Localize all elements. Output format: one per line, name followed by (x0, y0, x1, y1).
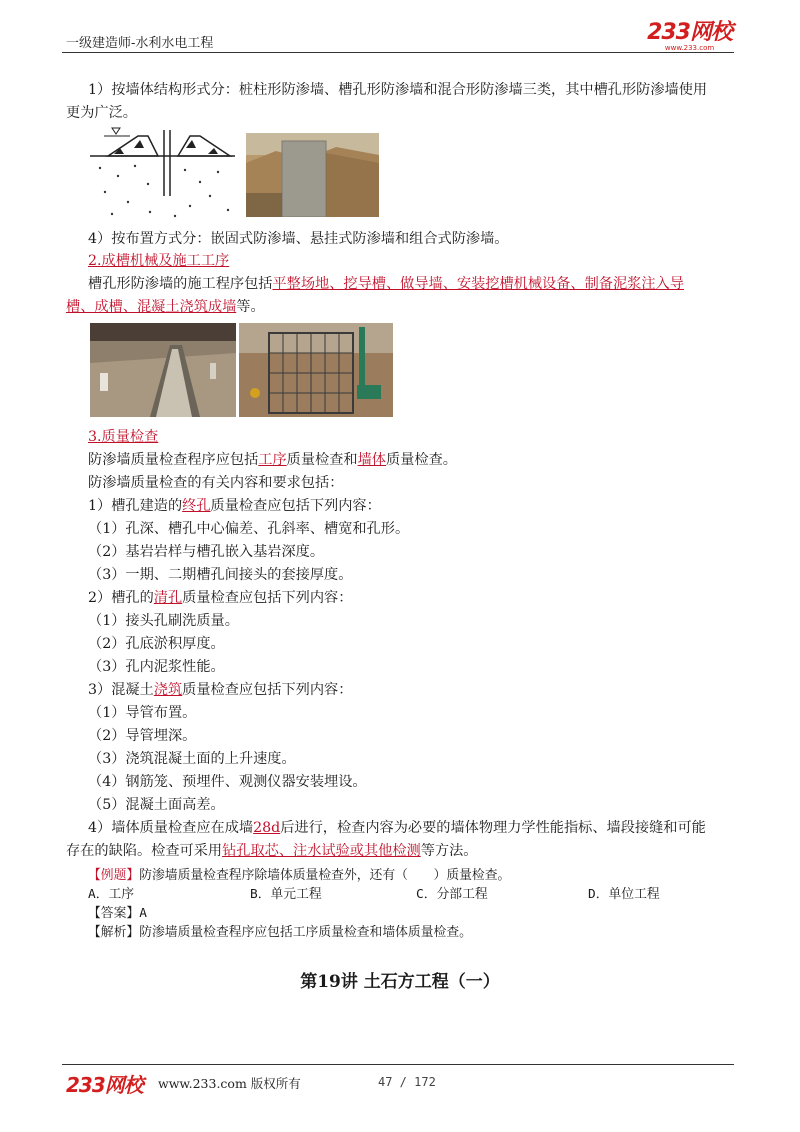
quality-line-4: （1）孔深、槽孔中心偏差、孔斜率、槽宽和孔形。 (88, 521, 410, 537)
brand-logo (647, 22, 732, 52)
paragraph-structure-type: 1）按墙体结构形式分：桩柱形防渗墙、槽孔形防渗墙和混合形防渗墙三类，其中槽孔形防渗墙使用 (88, 82, 708, 98)
header-divider (62, 52, 734, 53)
paragraph-structure-type-cont: 更为广泛。 (66, 105, 137, 121)
example-option-d: D．单位工程 (588, 887, 660, 902)
cutoff-wall-section-diagram (90, 126, 238, 222)
quality-line-5: （2）基岩岩样与槽孔嵌入基岩深度。 (88, 544, 325, 560)
section3-heading: 3.质量检查 (88, 429, 159, 445)
quality-line-14: （3）浇筑混凝土面的上升速度。 (88, 751, 296, 767)
paragraph-construction-procedure-cont: 槽、成槽、混凝土浇筑成墙等。 (66, 299, 265, 315)
quality-line-17: 4）墙体质量检查应在成墙28d后进行，检查内容为必要的墙体物理力学性能指标、墙段接缝和可能 (88, 820, 706, 836)
footer-copyright: www.233.com 版权所有 (158, 1076, 301, 1091)
cutoff-wall-photo (246, 133, 379, 217)
quality-line-7: 2）槽孔的清孔质量检查应包括下列内容： (88, 590, 353, 606)
brand-logo-url: www.233.com (664, 44, 715, 52)
quality-line-9: （2）孔底淤积厚度。 (88, 636, 225, 652)
guide-trench-photo (90, 323, 236, 417)
footer-divider (62, 1064, 734, 1065)
rebar-cage-photo (239, 323, 393, 417)
example-answer: 【答案】A (88, 906, 147, 921)
example-option-b: B．单元工程 (250, 887, 322, 902)
quality-line-3: 1）槽孔建造的终孔质量检查应包括下列内容： (88, 498, 381, 514)
example-option-c: C．分部工程 (416, 887, 488, 902)
quality-line-16: （5）混凝土面高差。 (88, 797, 225, 813)
example-option-a: A．工序 (88, 887, 135, 902)
quality-line-13: （2）导管埋深。 (88, 728, 197, 744)
brand-logo-text: 233网校 (647, 20, 732, 45)
quality-line-15: （4）钢筋笼、预埋件、观测仪器安装埋设。 (88, 774, 367, 790)
quality-line-11: 3）混凝土浇筑质量检查应包括下列内容： (88, 682, 353, 698)
page-number: 47 / 172 (378, 1075, 436, 1089)
example-analysis: 【解析】防渗墙质量检查程序应包括工序质量检查和墙体质量检查。 (88, 925, 472, 940)
quality-line-10: （3）孔内泥浆性能。 (88, 659, 225, 675)
paragraph-layout-type: 4）按布置方式分：嵌固式防渗墙、悬挂式防渗墙和组合式防渗墙。 (88, 231, 509, 247)
paragraph-construction-procedure: 槽孔形防渗墙的施工程序包括平整场地、挖导槽、做导墙、安装挖槽机械设备、制备泥浆注入导 (88, 276, 684, 292)
lecture-title: 第19讲 土石方工程（一） (300, 972, 500, 992)
header-title: 一级建造师-水利水电工程 (66, 36, 214, 51)
quality-line-6: （3）一期、二期槽孔间接头的套接厚度。 (88, 567, 353, 583)
quality-line-8: （1）接头孔刷洗质量。 (88, 613, 239, 629)
quality-line-18: 存在的缺陷。检查可采用钻孔取芯、注水试验或其他检测等方法。 (66, 843, 478, 859)
quality-line-2: 防渗墙质量检查的有关内容和要求包括： (88, 475, 344, 491)
section2-heading: 2.成槽机械及施工工序 (88, 253, 230, 269)
footer-logo: 233网校 (66, 1073, 143, 1097)
example-question: 【例题】防渗墙质量检查程序除墙体质量检查外，还有（ ）质量检查。 (88, 868, 511, 883)
quality-line-1: 防渗墙质量检查程序应包括工序质量检查和墙体质量检查。 (88, 452, 457, 468)
quality-line-12: （1）导管布置。 (88, 705, 197, 721)
